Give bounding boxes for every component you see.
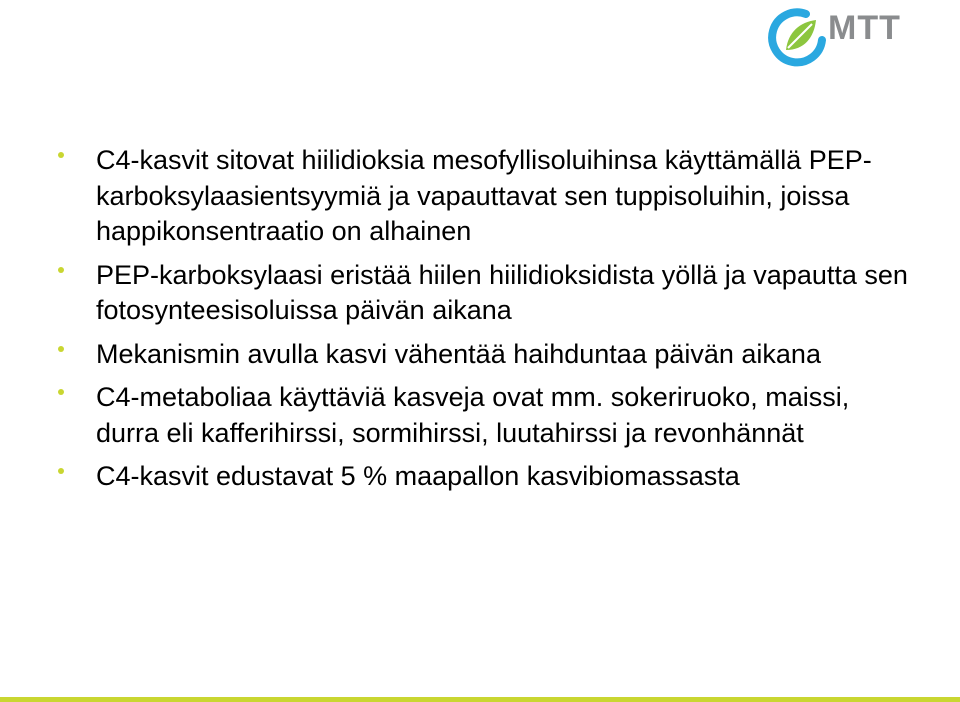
bullet-text: C4-metaboliaa käyttäviä kasveja ovat mm. sokeriruoko, maissi, durra eli kafferihirssi, sormihirssi, luutahirssi ja revonhännät: [96, 382, 850, 448]
bullet-dot-icon: [58, 267, 64, 273]
bullet-list: [58, 143, 918, 495]
bullet-dot-icon: [58, 346, 64, 352]
bullet-item: [58, 459, 918, 495]
bullet-text: C4-kasvit edustavat 5 % maapallon kasvibiomassasta: [96, 461, 740, 491]
bullet-item: [58, 143, 918, 250]
bullet-dot-icon: [58, 152, 64, 158]
logo-text: MTT: [828, 9, 901, 47]
bullet-text: Mekanismin avulla kasvi vähentää haihduntaa päivän aikana: [96, 338, 821, 369]
bullet-dot-icon: [58, 468, 64, 474]
bullet-text: PEP-karboksylaasi eristää hiilen hiilidioksidista yöllä ja vapautta sen fotosynteesisoluissa päivän aikana: [96, 259, 908, 325]
mtt-leaf-logo-icon: [766, 4, 830, 68]
footer-accent-bar: [0, 697, 960, 702]
bullet-dot-icon: [58, 389, 64, 395]
bullet-item: [58, 337, 918, 373]
bullet-text: C4-kasvit sitovat hiilidioksia mesofyllisoluihinsa käyttämällä PEP-karboksylaasientsyymiä ja vapauttavat sen tuppisoluihin, joissa happikonsentraatio on alhainen: [96, 145, 872, 246]
mtt-logo: [766, 4, 926, 68]
bullet-item: [58, 258, 918, 329]
bullet-item: [58, 380, 918, 451]
